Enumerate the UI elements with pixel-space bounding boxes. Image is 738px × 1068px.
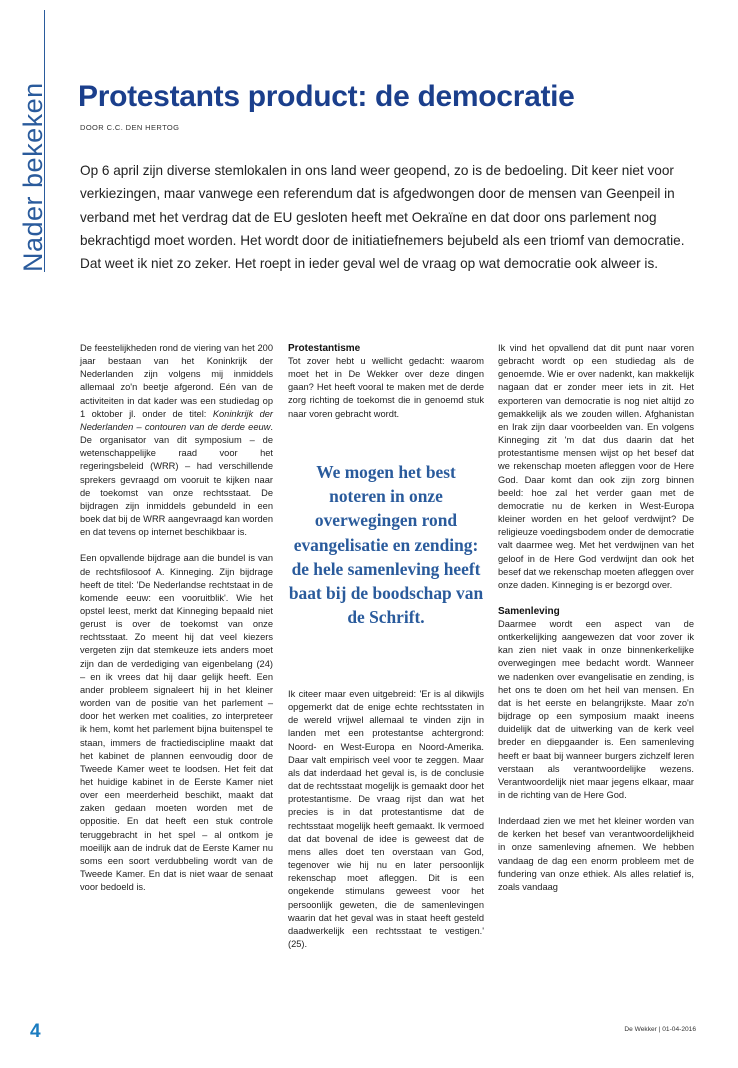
paragraph: Tot zover hebt u wellicht gedacht: waarom moet het in De Wekker over deze dingen gaan? Het heeft vooral te maken met de derde zorg richting de toekomst die in genoemd stuk naar voren gebracht wordt.	[288, 356, 484, 419]
page-number: 4	[30, 1021, 41, 1042]
paragraph: Ik citeer maar even uitgebreid: 'Er is al dikwijls opgemerkt dat de enige echte rechtsstaten in de wereld vrijwel allemaal te vinden zijn in landen met een protestantse achtergrond: Noord- en West-Europa en Noord-Amerika. Daar valt empirisch veel voor te zeggen. Maar als dat inderdaad het geval is, is de conclusie dat de rechtsstaat mogelijk is gemaakt door het protestantisme. De vraag rijst dan wat het precies is in dat protestantisme dat de rechtsstaat mogelijk heeft gemaakt. Ik vermoed dat dat bovenal de idee is geweest dat de mens alles doet ten overstaan van God, tegenover wie hij nu en later persoonlijk rekenschap moet afleggen. Dit is een ongekende stimulans geweest voor het persoonlijk geweten, die de samenlevingen waarin dat het geval was in staat heeft gesteld daadwerkelijk een rechtsstaat te vestigen.' (25).	[288, 689, 484, 949]
column-3	[498, 342, 694, 907]
section-label: Nader bekeken	[18, 82, 48, 272]
symposium-title: Koninkrijk der Nederlanden – contouren van de derde eeuw	[80, 408, 274, 432]
paragraph: Inderdaad zien we met het kleiner worden van de kerken het besef van verantwoordelijkheid in onze samenleving afnemen. We hebben vandaag de dag een enorm probleem met de fundering van onze ethiek. Als alles relatief is, zoals vandaag	[498, 816, 694, 892]
column-2-continued	[288, 688, 484, 964]
paragraph: Daarmee wordt een aspect van de ontkerkelijking aangewezen dat voor zover ik kan zien niet vaak in onze binnenkerkelijke overwegingen mee bedacht wordt. Wanneer we nadenken over evangelisatie en zending, is het ons te doen om het heil van mensen. En dat is het eerste en belangrijkste. Maar zo'n bijdrage op een symposium maakt ineens duidelijk dat de uitwerking van de kerk veel breder en diepgaander is. Een samenleving heeft er baat bij wanneer burgers zichzelf leren verstaan als verantwoordelijke wezens. Verantwoordelijk niet maar jegens elkaar, maar in de richting van de Here God.	[498, 618, 694, 800]
article-author: DOOR C.C. DEN HERTOG	[80, 123, 180, 132]
subheading-samenleving: Samenleving	[498, 605, 560, 617]
publication-name: De Wekker	[624, 1026, 657, 1033]
paragraph: De feestelijkheden rond de viering van het 200 jaar bestaan van het Koninkrijk der Nederlanden zijn volgens mij inmiddels allemaal zo'n beetje afgerond. Eén van de activiteiten in dat kader was een studiedag op 1 oktober jl. onder de titel: Koninkrijk der Nederlanden – contouren van de derde eeuw. De organisator van dit symposium – de wetenschappelijke raad voor het regeringsbeleid (WRR) – had verschillende sprekers gevraagd om vooruit te kijken naar de toekomst van onze rechtsstaat. De bijdragen zijn inmiddels gebundeld in een boek dat bij de WRR aangevraagd kan worden en dat tevens op internet beschikbaar is.	[80, 343, 274, 538]
issue-date: 01-04-2016	[662, 1026, 696, 1033]
article-intro: Op 6 april zijn diverse stemlokalen in ons land weer geopend, zo is de bedoeling. Dit keer niet voor verkiezingen, maar vanwege een referendum dat is afgedwongen door de mensen van Geenpeil in verband met het verdrag dat de EU gesloten heeft met Oekraïne en dat door ons parlement nog bekrachtigd moet worden. Het wordt door de initiatiefnemers bejubeld als een triomf van democratie. Dat weet ik niet zo zeker. Het roept in ieder geval wel de vraag op wat democratie ook alweer is.	[80, 163, 685, 272]
column-1	[80, 342, 273, 907]
pull-quote: We mogen het best noteren in onze overwegingen rond evangelisatie en zending: de hele samenleving heeft baat bij de boodschap van de Schrift.	[288, 462, 484, 628]
article-title: Protestants product: de democratie	[78, 80, 575, 113]
paragraph: Een opvallende bijdrage aan die bundel is van de rechtsfilosoof A. Kinneging. Zijn bijdrage heeft de titel: 'De Nederlandse rechtstaat in de komende eeuw: een vooruitblik'. Wie het opstel leest, merkt dat Kinneging bepaald niet gerust is over de toekomst van onze rechtsstaat. Zo meent hij dat veel kiezers vergeten zijn dat stemkeuze iets anders moet zijn dan de verdediging van eigenbelang (24) – en ik vrees dat hij daar gelijk heeft. Een ander probleem signaleert hij in het kleiner worden van de positie van het parlement – door het werken met coalities, zo interpreteer ik hem, komt het parlement bijna buitenspel te staan, immers de fractiediscipline maakt dat het kabinet de plannen eenvoudig door de Tweede Kamer weet te loodsen. Het feit dat het huidige kabinet in de Eerste Kamer niet over een meerderheid beschikt, maakt dat zaken gedaan moeten worden met de oppositie. En dat heeft een stuk controle teruggebracht in het spel – al ontkom je moeilijk aan de indruk dat de Eerste Kamer nu soms een soort verdubbeling wordt van de Tweede Kamer. En dat is niet waar de senaat voor bedoeld is.	[80, 553, 273, 893]
subheading-protestantisme: Protestantisme	[288, 343, 361, 354]
column-2	[288, 342, 484, 434]
footer-info: De Wekker | 01-04-2016	[624, 1026, 696, 1033]
paragraph: Ik vind het opvallend dat dit punt naar voren gebracht wordt op een studiedag als de genoemde. Wie er over nadenkt, kan makkelijk nagaan dat er zonder meer iets in zit. Het exporteren van democratie is nog niet altijd zo gemakkelijk als we zouden willen. Afghanistan en Irak zijn daar voorbeelden van. En volgens Kinneging zit 'm dat dus daarin dat het protestantisme mensen wijst op het besef dat we rekenschap moeten afleggen voor de Here God. Daar komt dan ook zijn zorg binnen beeld: hoe zal het verder gaan met de democratie nu de kerken in West-Europa kleiner worden en het geloof verdwijnt? De religieuze voedingsbodem onder de democratie valt daarmee weg. Met het verdwijnen van het geloof in de Here God verdwijnt dan ook het besef dat we rekenschap moeten afleggen over onze daden. Kinneging is er bezorgd over.	[498, 343, 694, 590]
